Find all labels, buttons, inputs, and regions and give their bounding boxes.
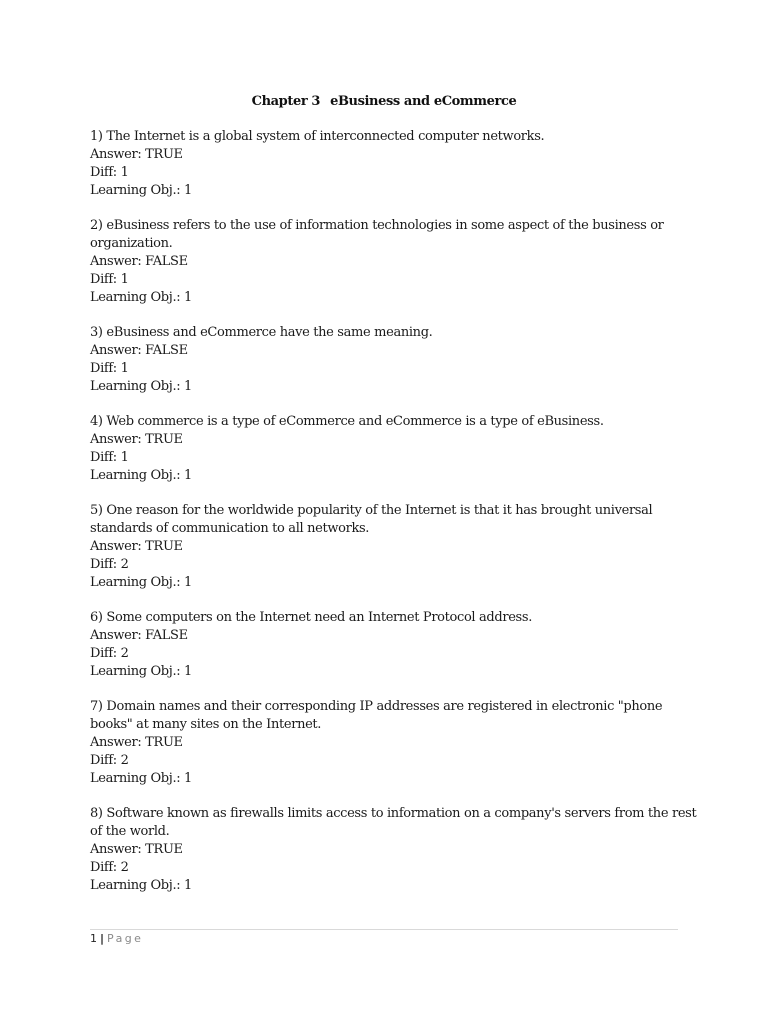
question-item <box>90 217 690 307</box>
question-difficulty: Diff: 1 <box>90 272 129 287</box>
question-text: 7) Domain names and their corresponding IP addresses are registered in electronic "phone <box>90 699 663 714</box>
question-difficulty: Diff: 1 <box>90 165 129 180</box>
question-text: 3) eBusiness and eCommerce have the same meaning. <box>90 325 433 340</box>
question-item <box>90 413 690 485</box>
question-text: 1) The Internet is a global system of interconnected computer networks. <box>90 129 545 144</box>
question-item <box>90 609 690 681</box>
question-learning-objective: Learning Obj.: 1 <box>90 183 192 198</box>
page-footer <box>90 931 143 947</box>
question-answer: Answer: TRUE <box>90 539 183 554</box>
question-difficulty: Diff: 1 <box>90 361 129 376</box>
question-text: 8) Software known as firewalls limits access to information on a company's servers from the rest <box>90 806 697 821</box>
question-text: standards of communication to all networks. <box>90 521 370 536</box>
question-text: 4) Web commerce is a type of eCommerce and eCommerce is a type of eBusiness. <box>90 414 604 429</box>
footer-divider <box>90 929 678 930</box>
question-learning-objective: Learning Obj.: 1 <box>90 664 192 679</box>
question-answer: Answer: TRUE <box>90 842 183 857</box>
question-learning-objective: Learning Obj.: 1 <box>90 468 192 483</box>
question-learning-objective: Learning Obj.: 1 <box>90 575 192 590</box>
question-answer: Answer: FALSE <box>90 628 188 643</box>
question-difficulty: Diff: 2 <box>90 646 129 661</box>
question-difficulty: Diff: 1 <box>90 450 129 465</box>
question-answer: Answer: FALSE <box>90 343 188 358</box>
question-text: 2) eBusiness refers to the use of information technologies in some aspect of the business or <box>90 218 664 233</box>
question-item <box>90 324 690 396</box>
footer-page-number: 1 <box>90 932 97 945</box>
question-text: books" at many sites on the Internet. <box>90 717 322 732</box>
chapter-heading <box>0 93 768 111</box>
question-item <box>90 128 690 200</box>
question-answer: Answer: TRUE <box>90 147 183 162</box>
question-text: organization. <box>90 236 173 251</box>
chapter-label: Chapter 3 <box>251 94 321 109</box>
question-learning-objective: Learning Obj.: 1 <box>90 771 192 786</box>
question-item <box>90 502 690 592</box>
chapter-title: eBusiness and eCommerce <box>330 94 517 109</box>
question-answer: Answer: TRUE <box>90 432 183 447</box>
question-text: of the world. <box>90 824 170 839</box>
footer-page-label: Page <box>107 932 144 945</box>
question-difficulty: Diff: 2 <box>90 860 129 875</box>
question-item <box>90 805 697 895</box>
question-text: 6) Some computers on the Internet need an Internet Protocol address. <box>90 610 532 625</box>
question-item <box>90 698 690 788</box>
question-answer: Answer: FALSE <box>90 254 188 269</box>
question-learning-objective: Learning Obj.: 1 <box>90 290 192 305</box>
question-learning-objective: Learning Obj.: 1 <box>90 878 192 893</box>
question-answer: Answer: TRUE <box>90 735 183 750</box>
question-text: 5) One reason for the worldwide popularity of the Internet is that it has brought universal <box>90 503 653 518</box>
question-difficulty: Diff: 2 <box>90 557 129 572</box>
question-list <box>90 128 697 912</box>
question-difficulty: Diff: 2 <box>90 753 129 768</box>
footer-separator: | <box>100 932 105 945</box>
question-learning-objective: Learning Obj.: 1 <box>90 379 192 394</box>
